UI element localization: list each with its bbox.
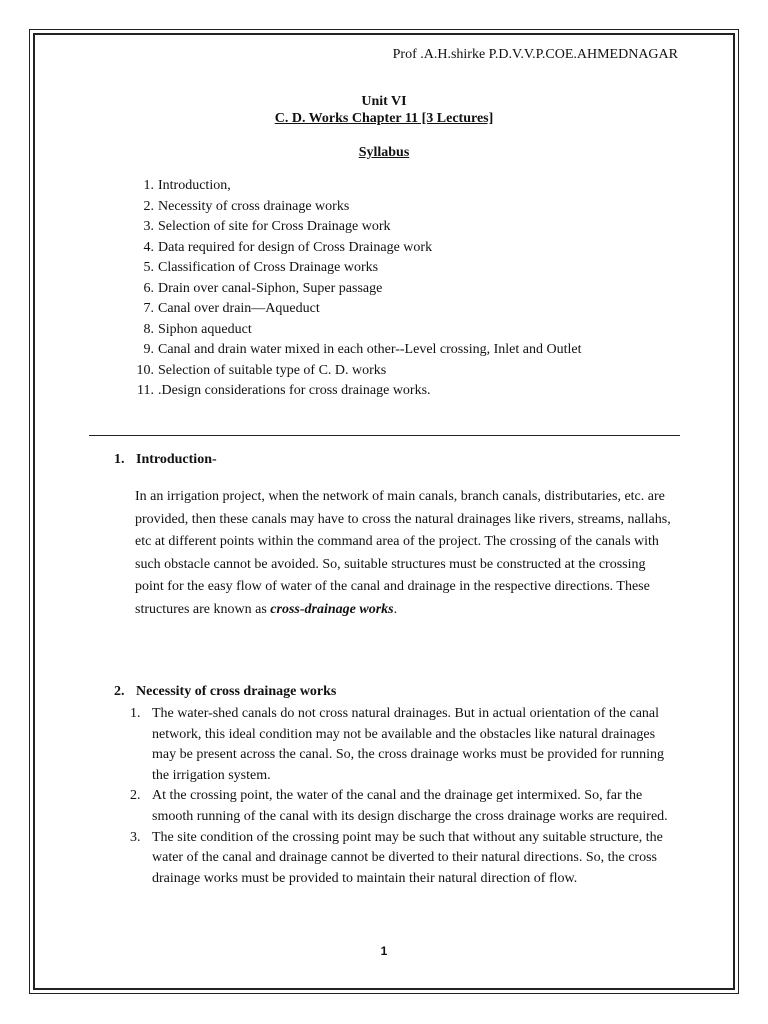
list-item: 9. Canal and drain water mixed in each other--Level crossing, Inlet and Outlet	[143, 342, 582, 357]
page-number: 1	[380, 944, 388, 958]
list-item: 11. .Design considerations for cross drainage works.	[137, 383, 431, 398]
list-item: 3. The site condition of the crossing point may be such that without any suitable structure, the water of the canal and drainage cannot be diverted to their natural directions. So, the cross drainage works must be provided to maintain their natural direction of flow.	[130, 829, 663, 886]
chapter-title: C. D. Works Chapter 11 [3 Lectures]	[274, 111, 494, 126]
introduction-paragraph: In an irrigation project, when the network of main canals, branch canals, distributaries, etc. are provided, then these canals may have to cross the natural drainages like rivers, streams, nallahs, etc at different points within the command area of the project. The crossing of the canals with such obstacle cannot be avoided. So, suitable structures must be constructed at the crossing point for the easy flow of water of the canal and drainage in the respective directions. These structures are known as cross-drainage works.	[135, 489, 671, 617]
list-item: 3. Selection of site for Cross Drainage work	[143, 219, 391, 234]
list-item: 6. Drain over canal-Siphon, Super passage	[143, 280, 383, 296]
necessity-list	[130, 704, 676, 889]
syllabus-heading: Syllabus	[358, 145, 410, 160]
unit-title: Unit VI	[361, 94, 407, 109]
list-item: 7. Canal over drain—Aqueduct	[143, 301, 320, 316]
list-item: 1. The water-shed canals do not cross natural drainages. But in actual orientation of the canal network, this ideal condition may not be available and the obstacles like natural drainages may be present across the canal. So, the cross drainage works must be provided for running the irrigation system.	[130, 706, 665, 783]
list-item: 2. Necessity of cross drainage works	[143, 198, 350, 214]
section-1-heading: 1. Introduction-	[114, 452, 217, 467]
list-item: 10. Selection of suitable type of C. D. works	[136, 362, 387, 378]
emphasis-term: cross-drainage works	[270, 601, 394, 617]
list-item: 2. At the crossing point, the water of the canal and the drainage get intermixed. So, far the smooth running of the canal with its design discharge the cross drainage works are required.	[130, 788, 668, 824]
author-header: Prof .A.H.shirke P.D.V.V.P.COE.AHMEDNAGAR	[392, 47, 678, 62]
section-2-heading: 2. Necessity of cross drainage works	[114, 684, 337, 699]
list-item: 8. Siphon aqueduct	[143, 321, 252, 337]
list-item: 5. Classification of Cross Drainage works	[143, 260, 379, 275]
list-item: 1. Introduction,	[143, 178, 231, 193]
syllabus-list	[136, 176, 581, 402]
list-item: 4. Data required for design of Cross Drainage work	[143, 239, 433, 255]
horizontal-divider	[89, 435, 680, 436]
